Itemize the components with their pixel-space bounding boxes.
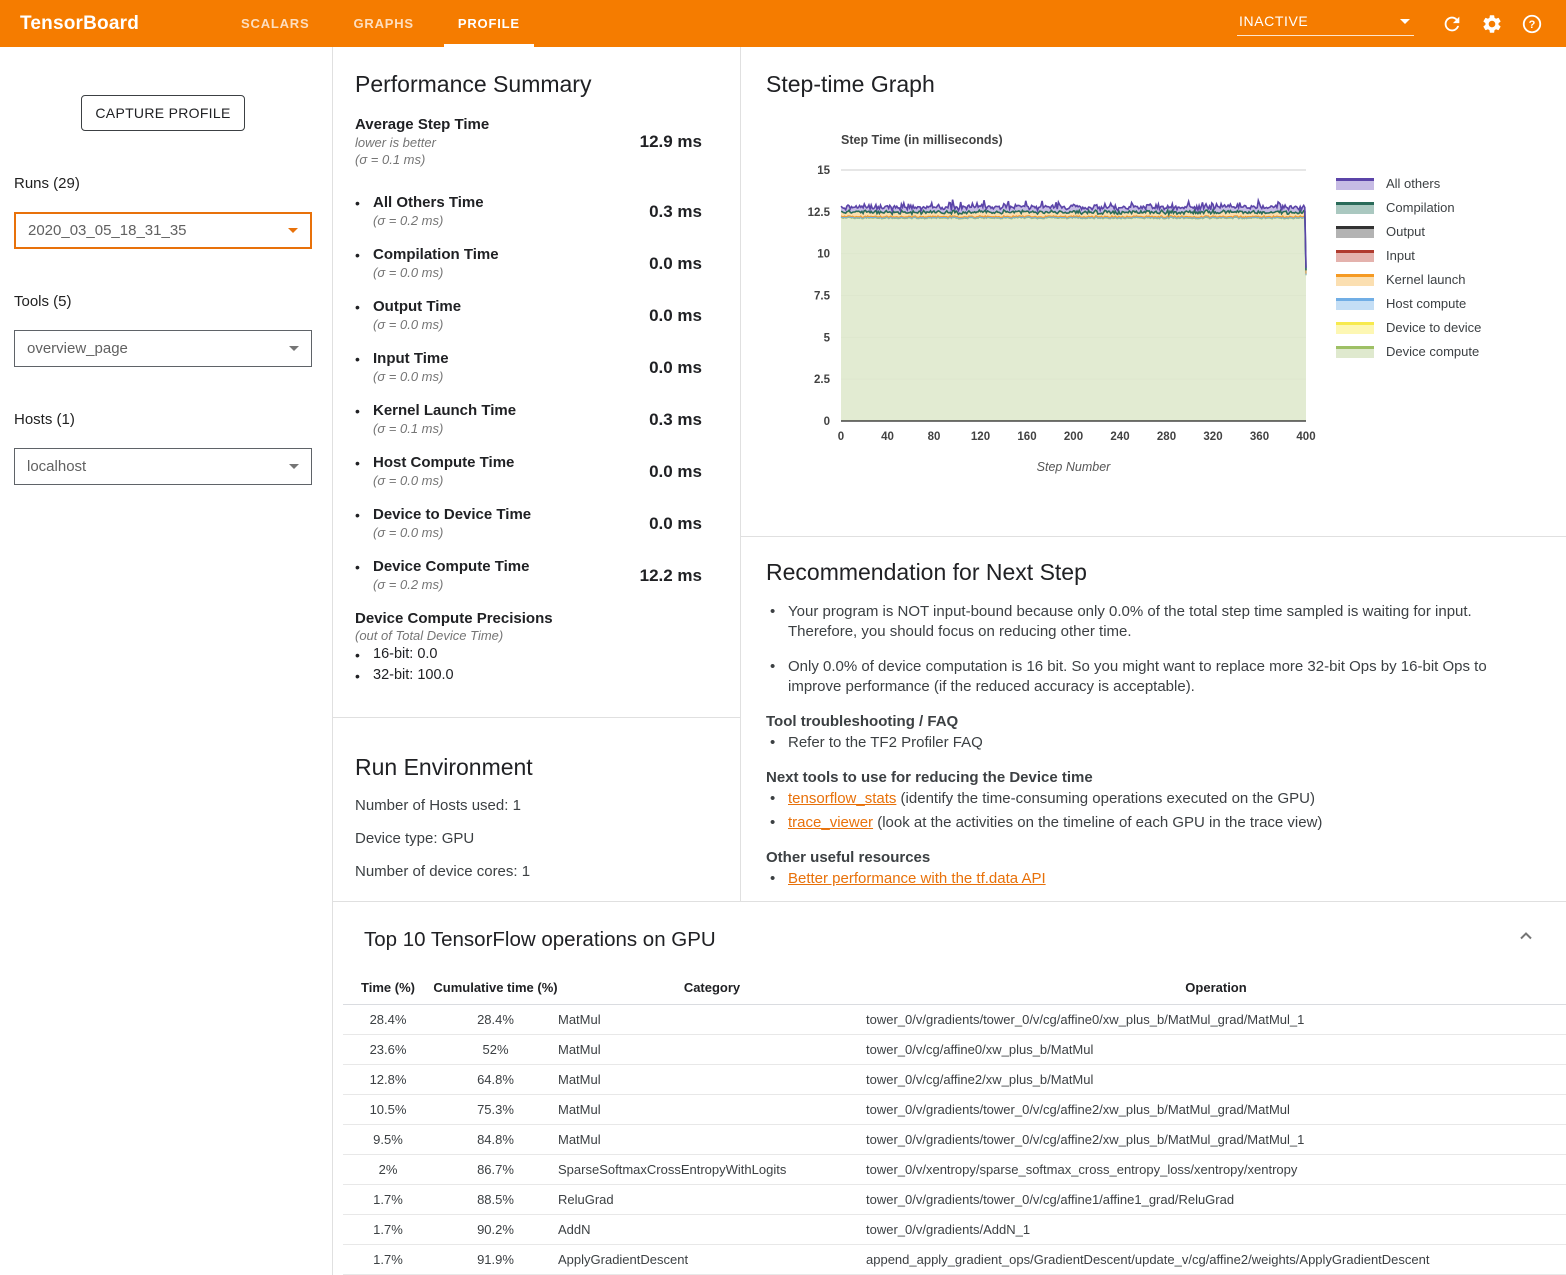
table-cell: 86.7% — [433, 1155, 558, 1185]
run-environment-line: Number of device cores: 1 — [355, 863, 531, 880]
table-cell: MatMul — [558, 1095, 866, 1125]
precision-item: • 16-bit: 0.0 — [355, 646, 438, 663]
svg-text:80: 80 — [927, 431, 941, 443]
metric-label: Average Step Time — [355, 116, 490, 133]
table-cell: MatMul — [558, 1005, 866, 1035]
list-item — [766, 869, 1526, 889]
trace-viewer-link[interactable]: trace_viewer — [788, 814, 874, 831]
table-cell: tower_0/v/gradients/AddN_1 — [866, 1215, 1566, 1245]
faq-list — [766, 733, 1526, 753]
legend-item: Output — [1336, 224, 1481, 239]
metric-value: 12.9 ms — [639, 132, 702, 151]
svg-text:2.5: 2.5 — [814, 374, 830, 387]
table-cell: 10.5% — [343, 1095, 433, 1125]
run-environment-line: Number of Hosts used: 1 — [355, 797, 521, 814]
metric-row: • Input Time (σ = 0.0 ms) 0.0 ms — [355, 350, 702, 384]
table-cell: 12.8% — [343, 1065, 433, 1095]
top-ops-title: Top 10 TensorFlow operations on GPU — [364, 928, 716, 951]
svg-text:280: 280 — [1156, 431, 1177, 443]
hosts-dropdown-value: localhost — [27, 458, 87, 475]
status-dropdown[interactable] — [1237, 11, 1414, 36]
top-nav-bar — [0, 0, 1566, 47]
app-title: TensorBoard — [20, 12, 140, 34]
performance-summary-section — [333, 47, 740, 718]
svg-text:?: ? — [1528, 18, 1536, 31]
precisions-title: Device Compute Precisions — [355, 610, 553, 627]
svg-text:120: 120 — [970, 431, 991, 443]
resources-title: Other useful resources — [766, 849, 931, 866]
legend-item: All others — [1336, 176, 1481, 191]
table-cell: ApplyGradientDescent — [558, 1245, 866, 1275]
table-cell: 28.4% — [433, 1005, 558, 1035]
metric-row: • All Others Time (σ = 0.2 ms) 0.3 ms — [355, 194, 702, 228]
svg-text:360: 360 — [1249, 431, 1270, 443]
top-ops-section — [333, 901, 1566, 1275]
runs-label: Runs (29) — [14, 175, 80, 192]
tab-profile[interactable]: PROFILE — [436, 0, 542, 47]
table-cell: 75.3% — [433, 1095, 558, 1125]
tools-dropdown[interactable] — [14, 330, 312, 367]
table-cell: AddN — [558, 1215, 866, 1245]
next-tools-list — [766, 789, 1526, 833]
performance-summary-title: Performance Summary — [355, 71, 592, 97]
legend-item: Compilation — [1336, 200, 1481, 215]
table-row — [343, 1215, 1566, 1245]
tab-graphs[interactable]: GRAPHS — [353, 16, 414, 31]
table-cell: 23.6% — [343, 1035, 433, 1065]
metric-row: • Host Compute Time (σ = 0.0 ms) 0.0 ms — [355, 454, 702, 488]
runs-dropdown-value: 2020_03_05_18_31_35 — [28, 222, 187, 239]
table-cell: tower_0/v/gradients/tower_0/v/cg/affine2/xw_plus_b/MatMul_grad/MatMul_1 — [866, 1125, 1566, 1155]
metrics-list — [355, 194, 702, 593]
table-row — [343, 1095, 1566, 1125]
table-row — [343, 1155, 1566, 1185]
list-item: • Refer to the TF2 Profiler FAQ — [766, 733, 1526, 753]
svg-text:400: 400 — [1296, 431, 1316, 443]
metric-row: • Device Compute Time (σ = 0.2 ms) 12.2 ms — [355, 558, 702, 592]
metric-row: • Kernel Launch Time (σ = 0.1 ms) 0.3 ms — [355, 402, 702, 436]
recommendation-section — [741, 537, 1566, 901]
chevron-down-icon — [289, 464, 299, 469]
table-cell: ReluGrad — [558, 1185, 866, 1215]
collapse-chevron-up-icon[interactable] — [1514, 924, 1538, 951]
step-time-chart — [766, 124, 1326, 476]
precision-item: • 32-bit: 100.0 — [355, 667, 454, 684]
svg-text:12.5: 12.5 — [807, 206, 830, 219]
table-cell: 9.5% — [343, 1125, 433, 1155]
svg-text:200: 200 — [1063, 431, 1084, 443]
table-cell: 2% — [343, 1155, 433, 1185]
list-item: • trace_viewer (look at the activities on the timeline of each GPU in the trace view) — [766, 813, 1526, 833]
table-cell: 90.2% — [433, 1215, 558, 1245]
status-dropdown-value: INACTIVE — [1239, 13, 1309, 29]
help-icon[interactable] — [1520, 12, 1544, 36]
metric-row: • Device to Device Time (σ = 0.0 ms) 0.0 ms — [355, 506, 702, 540]
resources-list — [766, 869, 1526, 889]
metric-row: • Output Time (σ = 0.0 ms) 0.0 ms — [355, 298, 702, 332]
legend-item: Device to device — [1336, 320, 1481, 335]
sidebar — [0, 47, 333, 1275]
chevron-down-icon — [288, 228, 298, 233]
metric-row: • Compilation Time (σ = 0.0 ms) 0.0 ms — [355, 246, 702, 280]
svg-text:15: 15 — [817, 165, 830, 177]
tensorflow-stats-link[interactable]: tensorflow_stats — [788, 790, 897, 807]
table-cell: tower_0/v/xentropy/sparse_softmax_cross_entropy_loss/xentropy/xentropy — [866, 1155, 1566, 1185]
svg-text:0: 0 — [837, 431, 845, 443]
table-cell: 1.7% — [343, 1215, 433, 1245]
step-time-graph-section — [741, 47, 1566, 537]
table-row — [343, 1185, 1566, 1215]
table-cell: tower_0/v/cg/affine0/xw_plus_b/MatMul — [866, 1035, 1566, 1065]
chart-legend — [1336, 176, 1481, 476]
svg-text:10: 10 — [817, 248, 830, 261]
svg-text:320: 320 — [1203, 431, 1223, 443]
legend-item: Host compute — [1336, 296, 1481, 311]
col-cumulative: Cumulative time (%) — [433, 974, 558, 1005]
list-item: • Your program is NOT input-bound because only 0.0% of the total step time sampled is waiting for input. Therefore, you should focus on reducing other time. — [766, 602, 1526, 642]
recommendation-title: Recommendation for Next Step — [766, 559, 1087, 585]
runs-dropdown[interactable] — [14, 212, 312, 249]
table-cell: tower_0/v/gradients/tower_0/v/cg/affine0/xw_plus_b/MatMul_grad/MatMul_1 — [866, 1005, 1566, 1035]
table-cell: append_apply_gradient_ops/GradientDescent/update_v/cg/affine2/weights/ApplyGradientDescent — [866, 1245, 1566, 1275]
table-cell: tower_0/v/cg/affine2/xw_plus_b/MatMul — [866, 1065, 1566, 1095]
step-time-graph-title: Step-time Graph — [766, 71, 935, 97]
table-row — [343, 1035, 1566, 1065]
svg-text:160: 160 — [1017, 431, 1037, 443]
run-environment-line: Device type: GPU — [355, 830, 475, 847]
table-cell: 84.8% — [433, 1125, 558, 1155]
table-cell: 28.4% — [343, 1005, 433, 1035]
svg-text:7.5: 7.5 — [814, 290, 830, 303]
table-row — [343, 1125, 1566, 1155]
precisions-note: (out of Total Device Time) — [355, 628, 504, 643]
hosts-label: Hosts (1) — [14, 411, 75, 428]
refresh-icon[interactable] — [1440, 12, 1464, 36]
table-cell: 64.8% — [433, 1065, 558, 1095]
legend-item: Input — [1336, 248, 1481, 263]
capture-profile-button[interactable]: CAPTURE PROFILE — [81, 95, 245, 131]
col-category: Category — [558, 974, 866, 1005]
hosts-dropdown[interactable] — [14, 448, 312, 485]
tab-scalars[interactable]: SCALARS — [241, 16, 310, 31]
list-item: • Only 0.0% of device computation is 16 bit. So you might want to replace more 32-bit Ops by 16-bit Ops to improve performance (if the reduced accuracy is acceptable). — [766, 657, 1526, 697]
table-cell: 52% — [433, 1035, 558, 1065]
top-ops-table — [343, 974, 1566, 1275]
svg-text:5: 5 — [823, 332, 830, 345]
tools-label: Tools (5) — [14, 293, 72, 310]
settings-gear-icon[interactable] — [1480, 12, 1504, 36]
recommendation-bullets — [766, 602, 1526, 697]
svg-text:Step Time (in milliseconds): Step Time (in milliseconds) — [841, 133, 1003, 147]
main-content — [333, 47, 1566, 1275]
table-row — [343, 1245, 1566, 1275]
run-environment-title: Run Environment — [355, 754, 533, 780]
run-environment-section — [333, 718, 740, 901]
col-operation: Operation — [866, 974, 1566, 1005]
nav-tabs — [219, 0, 542, 47]
metric-note: lower is better — [355, 135, 436, 150]
next-tools-title: Next tools to use for reducing the Device time — [766, 769, 1093, 786]
table-cell: tower_0/v/gradients/tower_0/v/cg/affine2/xw_plus_b/MatMul_grad/MatMul — [866, 1095, 1566, 1125]
table-cell: SparseSoftmaxCrossEntropyWithLogits — [558, 1155, 866, 1185]
table-cell: MatMul — [558, 1035, 866, 1065]
metric-sigma: (σ = 0.1 ms) — [355, 152, 426, 167]
chevron-down-icon — [289, 346, 299, 351]
faq-title: Tool troubleshooting / FAQ — [766, 713, 959, 730]
legend-item: Kernel launch — [1336, 272, 1481, 287]
table-cell: tower_0/v/gradients/tower_0/v/cg/affine1/affine1_grad/ReluGrad — [866, 1185, 1566, 1215]
table-row — [343, 1065, 1566, 1095]
better-performance-with-the-tf-data-api-link[interactable]: Better performance with the tf.data API — [788, 870, 1046, 887]
table-cell: 1.7% — [343, 1245, 433, 1275]
tools-dropdown-value: overview_page — [27, 340, 128, 357]
svg-text:Step Number: Step Number — [1036, 460, 1111, 474]
precisions-list — [355, 644, 702, 686]
list-item: • tensorflow_stats (identify the time-consuming operations executed on the GPU) — [766, 789, 1526, 809]
table-row — [343, 1005, 1566, 1035]
svg-text:40: 40 — [881, 431, 894, 443]
chevron-down-icon — [1400, 19, 1410, 24]
col-time: Time (%) — [343, 974, 433, 1005]
table-cell: MatMul — [558, 1065, 866, 1095]
table-cell: 88.5% — [433, 1185, 558, 1215]
svg-text:0: 0 — [823, 416, 830, 428]
average-step-time-row — [355, 116, 702, 168]
table-cell: MatMul — [558, 1125, 866, 1155]
table-cell: 91.9% — [433, 1245, 558, 1275]
legend-item: Device compute — [1336, 344, 1481, 359]
svg-text:240: 240 — [1110, 431, 1130, 443]
table-cell: 1.7% — [343, 1185, 433, 1215]
